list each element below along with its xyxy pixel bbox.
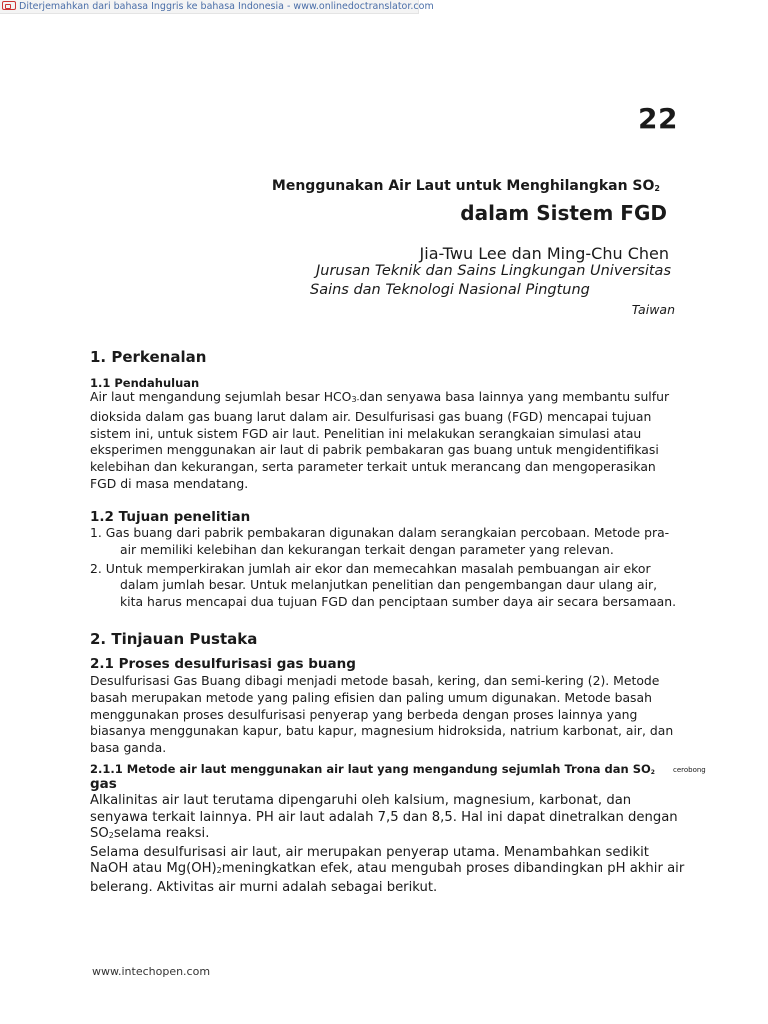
s1-1-subscript: 3- — [351, 395, 360, 404]
s2-1-1-p2-subscript: 2 — [216, 866, 222, 876]
s2-1-1-p1-subscript: 2 — [108, 831, 114, 841]
objectives-list — [90, 525, 680, 611]
s1-1-text-b: dan senyawa basa lainnya yang membantu sulfur dioksida dalam gas buang larut dalam air. Desulfurisasi gas buang (FGD) mencapai tujuan sistem ini, untuk sistem FGD air laut. Penelitian ini melakukan serangkaian simulasi atau eksperimen menggunakan air laut di pabrik pembakaran gas buang untuk mengidentifikasi kelebihan dan kekurangan, serta parameter terkait untuk merancang dan mengoperasikan FGD di masa mendatang. — [90, 389, 670, 491]
s2-1-1-heading-note: cerobong — [672, 766, 706, 774]
s2-1-1-paragraph-2 — [90, 845, 686, 897]
s2-1-1-heading-text: 2.1.1 Metode air laut menggunakan air laut yang mengandung sejumlah Trona dan SO — [90, 762, 651, 776]
section-2-1-text: Desulfurisasi Gas Buang dibagi menjadi metode basah, kering, dan semi-kering (2). Metode basah merupakan metode yang paling efisien dan paling umum digunakan. Metode basah menggunakan proses desulfurisasi penyerap yang berbeda dengan proses lainnya yang biasanya menggunakan kapur, batu kapur, magnesium hidroksida, natrium karbonat, air, dan basa ganda. — [90, 673, 674, 756]
section-1-2-heading: 1.2 Tujuan penelitian — [90, 509, 251, 525]
s1-1-text-a: Air laut mengandung sejumlah besar HCO — [90, 389, 352, 404]
authors: Jia-Twu Lee dan Ming-Chu Chen — [419, 244, 669, 263]
s2-1-1-p2-b: meningkatkan efek, atau mengubah proses dibandingkan pH akhir air belerang. Aktivitas air murni adalah sebagai berikut. — [90, 861, 685, 895]
s2-1-1-p1-a: Alkalinitas air laut terutama dipengaruhi oleh kalsium, magnesium, karbonat, dan senyawa terkait lainnya. PH air laut adalah 7,5 dan 8,5. Hal ini dapat dinetralkan dengan SO — [90, 793, 678, 842]
section-1-heading: 1. Perkenalan — [90, 348, 207, 366]
list-item: 1. Gas buang dari pabrik pembakaran digunakan dalam serangkaian percobaan. Metode pra-air memiliki kelebihan dan kekurangan terkait dengan parameter yang relevan. — [90, 525, 670, 557]
section-2-1-1-heading — [90, 762, 706, 776]
section-2-1-1-text — [90, 793, 686, 897]
footer-url[interactable]: www.intechopen.com — [92, 965, 211, 978]
section-1-1-text — [90, 389, 682, 493]
section-2-heading: 2. Tinjauan Pustaka — [90, 630, 258, 648]
s2-1-1-p1-b: selama reaksi. — [113, 826, 210, 842]
s2-1-1-paragraph-1 — [90, 793, 686, 845]
affiliation-country: Taiwan — [631, 302, 675, 317]
title-line-1-text: Menggunakan Air Laut untuk Menghilangkan SO — [271, 178, 655, 194]
title-line-1 — [272, 178, 660, 194]
section-1-1-heading: 1.1 Pendahuluan — [90, 376, 200, 390]
chapter-number: 22 — [638, 102, 678, 135]
section-2-1-1-heading-line-2: gas — [90, 776, 117, 792]
title-line-2: dalam Sistem FGD — [460, 201, 667, 225]
title-subscript: 2 — [654, 184, 660, 193]
list-item: 2. Untuk memperkirakan jumlah air ekor dan memecahkan masalah pembuangan air ekor dalam jumlah besar. Untuk melanjutkan penelitian dan pengembangan daur ulang air, kita harus mencapai dua tujuan FGD dan penciptaan sumber daya air secara bersamaan. — [90, 560, 677, 610]
section-2-1-heading: 2.1 Proses desulfurisasi gas buang — [90, 656, 356, 672]
affiliation-line-2: Sains dan Teknologi Nasional Pingtung — [310, 282, 590, 298]
translator-logo-icon — [2, 1, 16, 10]
affiliation-line-1: Jurusan Teknik dan Sains Lingkungan Universitas — [316, 263, 671, 279]
banner-text[interactable]: Diterjemahkan dari bahasa Inggris ke bahasa Indonesia - www.onlinedoctranslator.com — [19, 1, 434, 12]
s2-1-1-heading-subscript: 2 — [650, 769, 655, 776]
s2-1-1-p2-a: Selama desulfurisasi air laut, air merupakan penyerap utama. Menambahkan sedikit NaOH atau Mg(OH) — [90, 844, 649, 877]
translator-banner[interactable] — [0, 0, 434, 14]
